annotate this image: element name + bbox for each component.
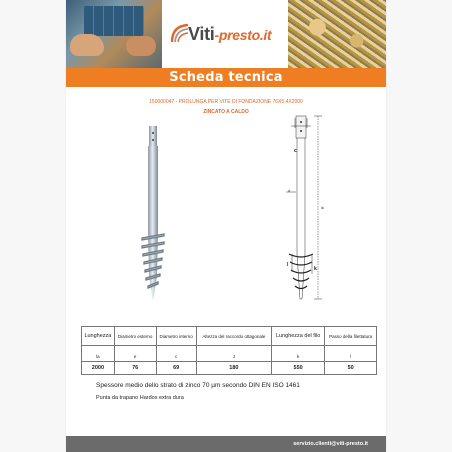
product-image [138, 126, 168, 306]
header-cell: Altezza del raccordo ottagonale [196, 327, 271, 346]
header-cell: Diametro interno [156, 327, 196, 346]
footer-bar [66, 436, 386, 452]
product-finish: ZINCATO A CALDO [203, 109, 249, 115]
dim-label-c: c [294, 148, 297, 154]
brand-logo[interactable] [188, 24, 271, 45]
table-symbol-row [82, 346, 377, 362]
screws-photo [288, 0, 386, 68]
product-description: 150000047 - PROLUNGA PER VITE DI FONDAZIONE 76X5,4X2000 [149, 99, 303, 105]
symbol-cell: J [196, 346, 271, 362]
brand-suffix: -presto.it [214, 27, 272, 43]
swoosh-arc-icon [170, 22, 190, 44]
value-cell: 550 [272, 362, 325, 375]
header-cell: Diametro esterno [114, 327, 156, 346]
header-banner [66, 0, 386, 68]
table-header-row [82, 327, 377, 346]
value-cell: 180 [196, 362, 271, 375]
hand-image [70, 34, 104, 56]
dim-label-length: la [321, 206, 324, 210]
header-cell: Passo della filettatura [325, 327, 377, 346]
symbol-cell: e [114, 346, 156, 362]
screw-tray-image [84, 6, 144, 36]
zinc-note: Spessore medio dello strato di zinco 70 µm secondo DIN EN ISO 1461 [96, 382, 300, 389]
symbol-cell: c [156, 346, 196, 362]
symbol-cell: k [272, 346, 325, 362]
dim-label-thread-length: k [314, 266, 317, 272]
value-cell: 76 [114, 362, 156, 375]
brand-name: Viti [188, 24, 215, 44]
technical-drawing [256, 114, 366, 314]
table-value-row [82, 362, 377, 375]
datasheet-page [66, 0, 386, 452]
spec-table [81, 326, 377, 375]
workshop-photo [66, 0, 162, 68]
symbol-cell: l [325, 346, 377, 362]
value-cell: 2000 [82, 362, 115, 375]
contact-email-link[interactable]: servizio.clienti@viti-presto.it [293, 441, 368, 447]
symbol-cell: la [82, 346, 115, 362]
header-cell: Lunghezza [82, 327, 115, 346]
hand-image [126, 36, 156, 56]
value-cell: 50 [325, 362, 377, 375]
sheet-title: Scheda tecnica [169, 70, 283, 85]
value-cell: 69 [156, 362, 196, 375]
header-cell: Lunghezza del filo [272, 327, 325, 346]
dim-label-d: d [288, 189, 290, 193]
dim-label-pitch: l [287, 262, 289, 268]
tip-note: Punta da trapano Hardox extra dura [96, 395, 184, 401]
